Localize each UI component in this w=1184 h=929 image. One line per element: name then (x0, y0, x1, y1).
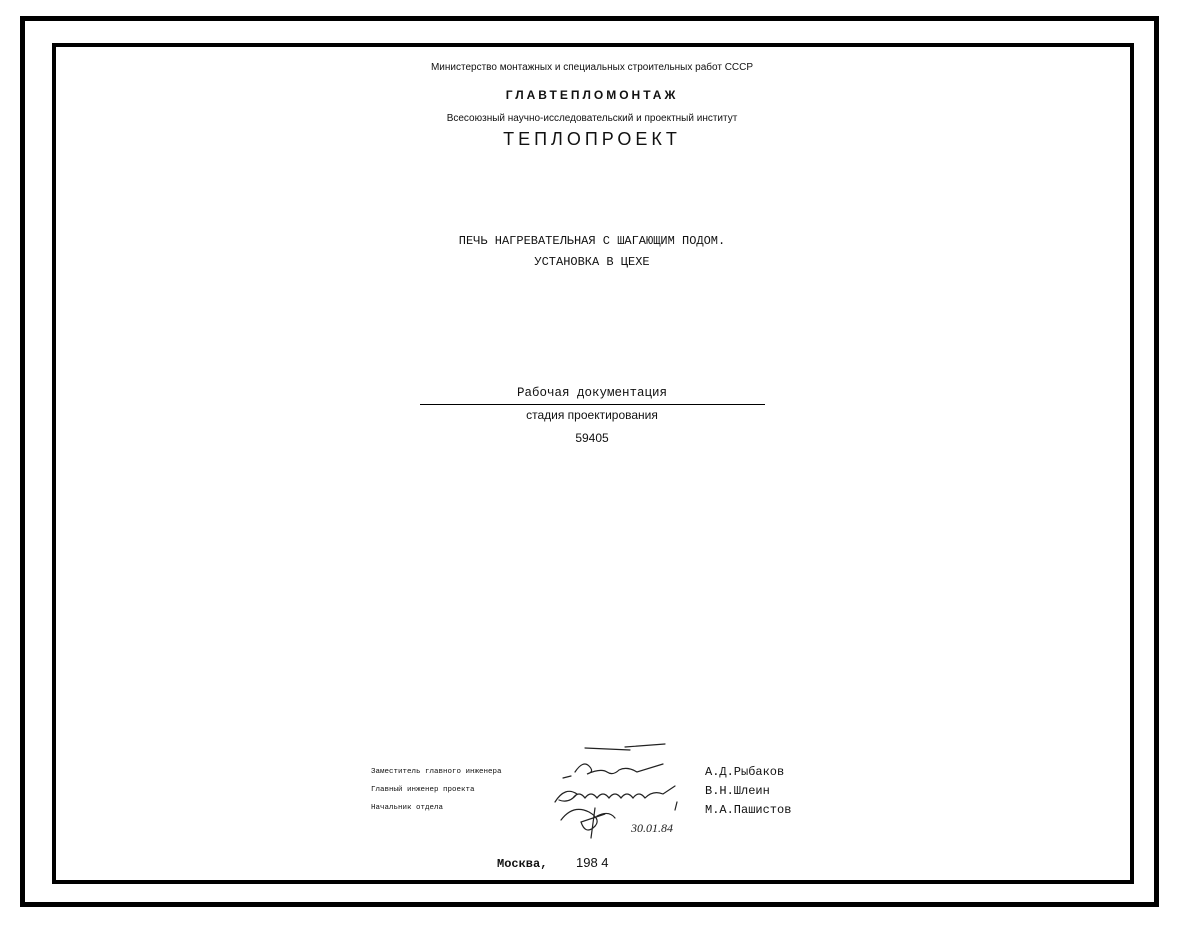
design-stage: стадия проектирования (526, 408, 658, 422)
signatory-role-1: Заместитель главного инженера (371, 768, 502, 776)
city-text: Москва, (497, 857, 548, 871)
signatory-role-2: Главный инженер проекта (371, 786, 475, 794)
signatory-name-1: А.Д.Рыбаков (705, 765, 785, 779)
documentation-type: Рабочая документация (516, 386, 668, 400)
handwritten-signatures (545, 742, 725, 840)
institute-name: ТЕПЛОПРОЕКТ (503, 129, 681, 149)
signatory-name-3: М.А.Пашистов (705, 803, 792, 817)
svg-text:30.01.84: 30.01.84 (631, 821, 673, 835)
year-text: 198 4 (576, 855, 609, 870)
signatory-role-3: Начальник отдела (371, 804, 444, 812)
divider-line (420, 404, 765, 405)
signatory-name-2: В.Н.Шлеин (705, 784, 770, 798)
ministry-text: Министерство монтажных и специальных строительных работ СССР (430, 62, 754, 73)
project-number: 59405 (575, 431, 609, 445)
glavk-text: ГЛАВТЕПЛОМОНТАЖ (505, 88, 679, 102)
document-title-line2: УСТАНОВКА В ЦЕХЕ (534, 255, 650, 269)
document-title-line1: ПЕЧЬ НАГРЕВАТЕЛЬНАЯ С ШАГАЮЩИМ ПОДОМ. (458, 234, 726, 248)
institute-text: Всесоюзный научно-исследовательский и проектный институт (446, 113, 738, 124)
